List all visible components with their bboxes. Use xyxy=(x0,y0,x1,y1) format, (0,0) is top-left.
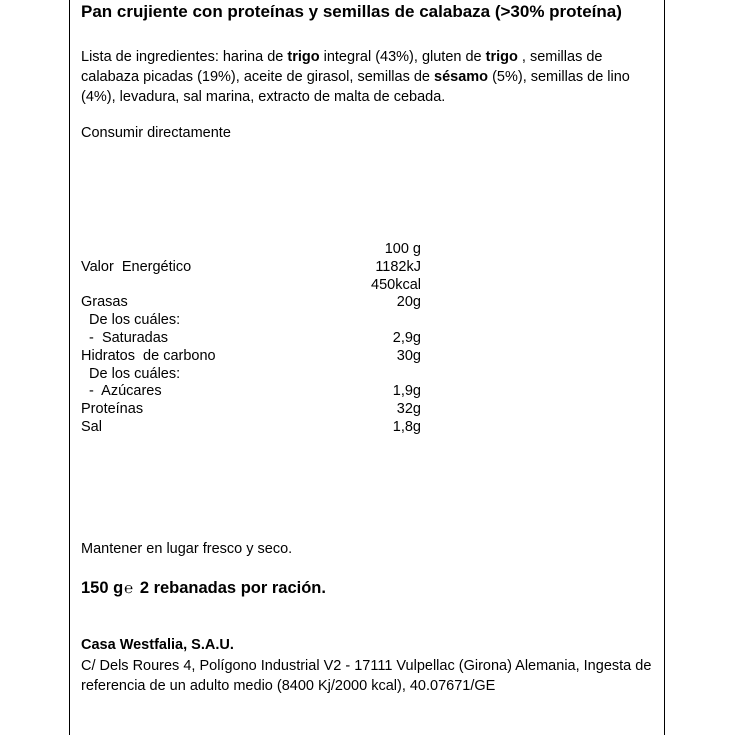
ingredient-text: (5%), semillas de lino (4%), levadura, sal marina, extracto de malta de cebada. xyxy=(81,69,630,105)
ingredient-text: , semillas de calabaza picadas (19%), aceite de girasol, semillas de xyxy=(81,49,603,85)
nutrition-header-row xyxy=(81,241,461,259)
nutrient-value: 2,9g xyxy=(392,329,421,346)
nutrition-row xyxy=(81,277,461,295)
company-name: Casa Westfalia, S.A.U. xyxy=(81,637,234,653)
allergen-text: sésamo xyxy=(434,69,489,85)
nutrition-row xyxy=(81,330,461,348)
nutrient-label: - Azúcares xyxy=(81,383,162,400)
storage-instructions: Mantener en lugar fresco y seco. xyxy=(81,541,293,557)
product-title: Pan crujiente con proteínas y semillas de calabaza (>30% proteína) xyxy=(81,2,622,21)
nutrient-label: Sal xyxy=(81,418,102,435)
nutrition-row xyxy=(81,348,461,366)
nutrient-value: 32g xyxy=(396,401,421,418)
nutrition-row xyxy=(81,383,461,401)
nutrition-row xyxy=(81,419,461,437)
nutrient-value: 20g xyxy=(396,294,421,311)
ingredient-text: integral (43%), gluten de xyxy=(319,49,486,65)
usage-instructions: Consumir directamente xyxy=(81,125,231,141)
allergen-text: trigo xyxy=(485,49,518,65)
nutrition-header: 100 g xyxy=(384,241,421,257)
nutrition-row xyxy=(81,312,461,330)
nutrition-row xyxy=(81,294,461,312)
company-address: C/ Dels Roures 4, Polígono Industrial V2 - 17111 Vulpellac (Girona) Alemania, Ingesta de referencia de un adulto medio (8400 Kj/2000 kcal), 40.07671/GE xyxy=(81,658,652,694)
portion-weight: 150 g xyxy=(81,579,124,597)
portion-info xyxy=(81,578,326,599)
portion-text: 2 rebanadas por ración. xyxy=(139,579,326,597)
nutrition-table xyxy=(81,241,461,437)
nutrient-value: 1,8g xyxy=(392,418,421,435)
nutrient-label: Grasas xyxy=(81,294,128,311)
ingredient-text: Lista de ingredientes: harina de xyxy=(81,49,288,65)
nutrient-label: De los cuáles: xyxy=(81,365,181,382)
nutrient-value: 1,9g xyxy=(392,383,421,400)
estimated-sign-icon: ℮ xyxy=(124,580,134,597)
nutrition-row xyxy=(81,259,461,277)
nutrient-value: 450kcal xyxy=(371,276,421,293)
nutrient-label: De los cuáles: xyxy=(81,312,181,329)
nutrient-label: Hidratos de carbono xyxy=(81,347,216,364)
allergen-text: trigo xyxy=(287,49,320,65)
nutrient-label: Proteínas xyxy=(81,401,144,418)
nutrition-row xyxy=(81,366,461,384)
nutrient-label: Valor Energético xyxy=(81,258,192,275)
nutrient-label: - Saturadas xyxy=(81,329,169,346)
nutrient-value: 1182kJ xyxy=(375,258,421,275)
nutrient-value: 30g xyxy=(396,347,421,364)
nutrition-row xyxy=(81,401,461,419)
ingredients-list xyxy=(81,47,661,107)
